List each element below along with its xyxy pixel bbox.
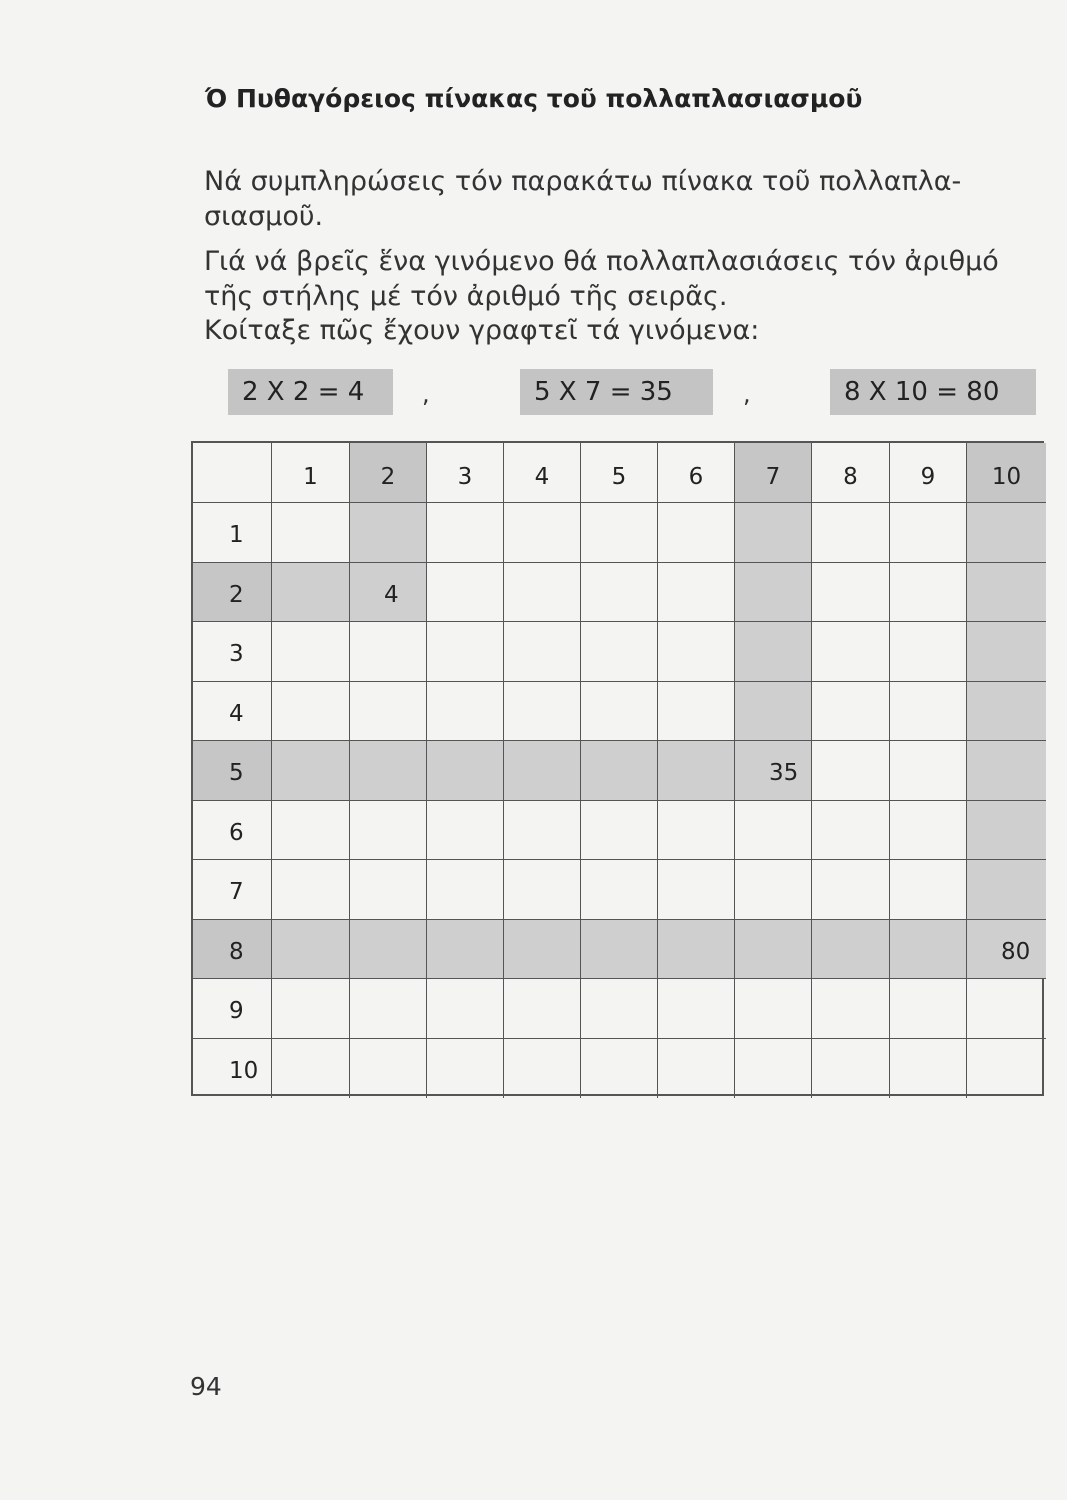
- product-cell-7x9: [890, 860, 967, 920]
- example-2x2: 2 X 2 = 4: [228, 369, 393, 415]
- product-cell-5x2: [350, 741, 427, 801]
- product-cell-8x9: [890, 920, 967, 980]
- product-cell-2x6: [658, 563, 735, 623]
- product-cell-9x8: [812, 979, 890, 1039]
- example-separator: ,: [743, 380, 751, 408]
- multiplication-table: [191, 441, 1044, 1096]
- product-cell-3x4: [504, 622, 581, 682]
- page-title: Ό Πυθαγόρειος πίνακας τοῦ πολλαπλασιασμοῦ: [205, 84, 863, 113]
- column-header-3: 3: [427, 443, 504, 503]
- product-cell-10x2: [350, 1039, 427, 1099]
- product-cell-10x6: [658, 1039, 735, 1099]
- product-cell-4x1: [272, 682, 350, 742]
- product-cell-2x1: [272, 563, 350, 623]
- product-cell-5x1: [272, 741, 350, 801]
- product-cell-1x8: [812, 503, 890, 563]
- product-cell-3x3: [427, 622, 504, 682]
- product-cell-7x6: [658, 860, 735, 920]
- product-cell-9x5: [581, 979, 658, 1039]
- product-cell-4x4: [504, 682, 581, 742]
- product-cell-3x2: [350, 622, 427, 682]
- product-cell-6x4: [504, 801, 581, 861]
- product-cell-7x10: [967, 860, 1046, 920]
- product-cell-8x6: [658, 920, 735, 980]
- product-cell-5x6: [658, 741, 735, 801]
- product-cell-8x8: [812, 920, 890, 980]
- product-cell-7x5: [581, 860, 658, 920]
- product-cell-1x7: [735, 503, 812, 563]
- row-header-2: 2: [193, 563, 272, 623]
- example-separator: ,: [422, 380, 430, 408]
- product-cell-4x2: [350, 682, 427, 742]
- product-cell-2x3: [427, 563, 504, 623]
- product-cell-1x4: [504, 503, 581, 563]
- product-cell-4x3: [427, 682, 504, 742]
- product-cell-3x1: [272, 622, 350, 682]
- row-header-6: 6: [193, 801, 272, 861]
- product-cell-7x1: [272, 860, 350, 920]
- instruction-paragraph-1: Νά συμπληρώσεις τόν παρακάτω πίνακα τοῦ πολλαπλα-σιασμοῦ.: [204, 166, 962, 232]
- row-header-10: 10: [193, 1039, 272, 1099]
- product-cell-7x2: [350, 860, 427, 920]
- product-cell-6x9: [890, 801, 967, 861]
- product-cell-2x2: 4: [350, 563, 427, 623]
- product-cell-10x3: [427, 1039, 504, 1099]
- product-cell-4x7: [735, 682, 812, 742]
- column-header-9: 9: [890, 443, 967, 503]
- product-cell-4x9: [890, 682, 967, 742]
- column-header-4: 4: [504, 443, 581, 503]
- product-cell-3x9: [890, 622, 967, 682]
- product-cell-9x4: [504, 979, 581, 1039]
- product-cell-1x6: [658, 503, 735, 563]
- product-cell-10x8: [812, 1039, 890, 1099]
- product-cell-9x1: [272, 979, 350, 1039]
- column-header-5: 5: [581, 443, 658, 503]
- product-cell-10x5: [581, 1039, 658, 1099]
- product-cell-1x3: [427, 503, 504, 563]
- column-header-7: 7: [735, 443, 812, 503]
- product-cell-5x3: [427, 741, 504, 801]
- row-header-9: 9: [193, 979, 272, 1039]
- product-cell-8x3: [427, 920, 504, 980]
- product-cell-7x8: [812, 860, 890, 920]
- table-corner-cell: [193, 443, 272, 503]
- product-cell-5x9: [890, 741, 967, 801]
- product-cell-10x10: [967, 1039, 1046, 1099]
- product-cell-9x2: [350, 979, 427, 1039]
- product-cell-7x4: [504, 860, 581, 920]
- product-cell-1x2: [350, 503, 427, 563]
- product-cell-9x7: [735, 979, 812, 1039]
- product-cell-2x4: [504, 563, 581, 623]
- product-cell-6x5: [581, 801, 658, 861]
- row-header-5: 5: [193, 741, 272, 801]
- column-header-10: 10: [967, 443, 1046, 503]
- instruction-paragraph-3: Κοίταξε πῶς ἔχουν γραφτεῖ τά γινόμενα:: [204, 315, 760, 346]
- row-header-8: 8: [193, 920, 272, 980]
- product-cell-2x8: [812, 563, 890, 623]
- product-cell-7x7: [735, 860, 812, 920]
- product-cell-8x7: [735, 920, 812, 980]
- page-number: 94: [190, 1372, 222, 1401]
- product-cell-8x5: [581, 920, 658, 980]
- product-cell-9x6: [658, 979, 735, 1039]
- instruction-paragraph-2: Γιά νά βρεῖς ἕνα γινόμενο θά πολλαπλασιάσεις τόν ἀριθμό τῆς στήλης μέ τόν ἀριθμό τῆς σειρᾶς.: [204, 246, 999, 312]
- product-cell-4x6: [658, 682, 735, 742]
- product-cell-3x7: [735, 622, 812, 682]
- product-cell-6x1: [272, 801, 350, 861]
- product-cell-4x10: [967, 682, 1046, 742]
- product-cell-2x7: [735, 563, 812, 623]
- product-cell-10x7: [735, 1039, 812, 1099]
- row-header-4: 4: [193, 682, 272, 742]
- product-cell-8x1: [272, 920, 350, 980]
- column-header-6: 6: [658, 443, 735, 503]
- product-cell-8x4: [504, 920, 581, 980]
- product-cell-9x9: [890, 979, 967, 1039]
- product-cell-6x8: [812, 801, 890, 861]
- product-cell-5x10: [967, 741, 1046, 801]
- row-header-1: 1: [193, 503, 272, 563]
- product-cell-10x1: [272, 1039, 350, 1099]
- product-cell-2x5: [581, 563, 658, 623]
- row-header-7: 7: [193, 860, 272, 920]
- product-cell-5x8: [812, 741, 890, 801]
- product-cell-6x3: [427, 801, 504, 861]
- product-cell-5x5: [581, 741, 658, 801]
- product-cell-4x8: [812, 682, 890, 742]
- product-cell-8x2: [350, 920, 427, 980]
- product-cell-10x4: [504, 1039, 581, 1099]
- product-cell-3x8: [812, 622, 890, 682]
- column-header-1: 1: [272, 443, 350, 503]
- product-cell-9x10: [967, 979, 1046, 1039]
- product-cell-1x9: [890, 503, 967, 563]
- example-8x10: 8 X 10 = 80: [830, 369, 1036, 415]
- product-cell-1x5: [581, 503, 658, 563]
- product-cell-5x7: 35: [735, 741, 812, 801]
- product-cell-9x3: [427, 979, 504, 1039]
- product-cell-5x4: [504, 741, 581, 801]
- product-cell-3x5: [581, 622, 658, 682]
- product-cell-6x6: [658, 801, 735, 861]
- product-cell-2x10: [967, 563, 1046, 623]
- product-cell-6x7: [735, 801, 812, 861]
- column-header-2: 2: [350, 443, 427, 503]
- row-header-3: 3: [193, 622, 272, 682]
- product-cell-3x6: [658, 622, 735, 682]
- product-cell-10x9: [890, 1039, 967, 1099]
- product-cell-2x9: [890, 563, 967, 623]
- product-cell-3x10: [967, 622, 1046, 682]
- product-cell-7x3: [427, 860, 504, 920]
- product-cell-1x1: [272, 503, 350, 563]
- product-cell-4x5: [581, 682, 658, 742]
- product-cell-6x10: [967, 801, 1046, 861]
- product-cell-8x10: 80: [967, 920, 1046, 980]
- column-header-8: 8: [812, 443, 890, 503]
- example-5x7: 5 X 7 = 35: [520, 369, 713, 415]
- product-cell-1x10: [967, 503, 1046, 563]
- product-cell-6x2: [350, 801, 427, 861]
